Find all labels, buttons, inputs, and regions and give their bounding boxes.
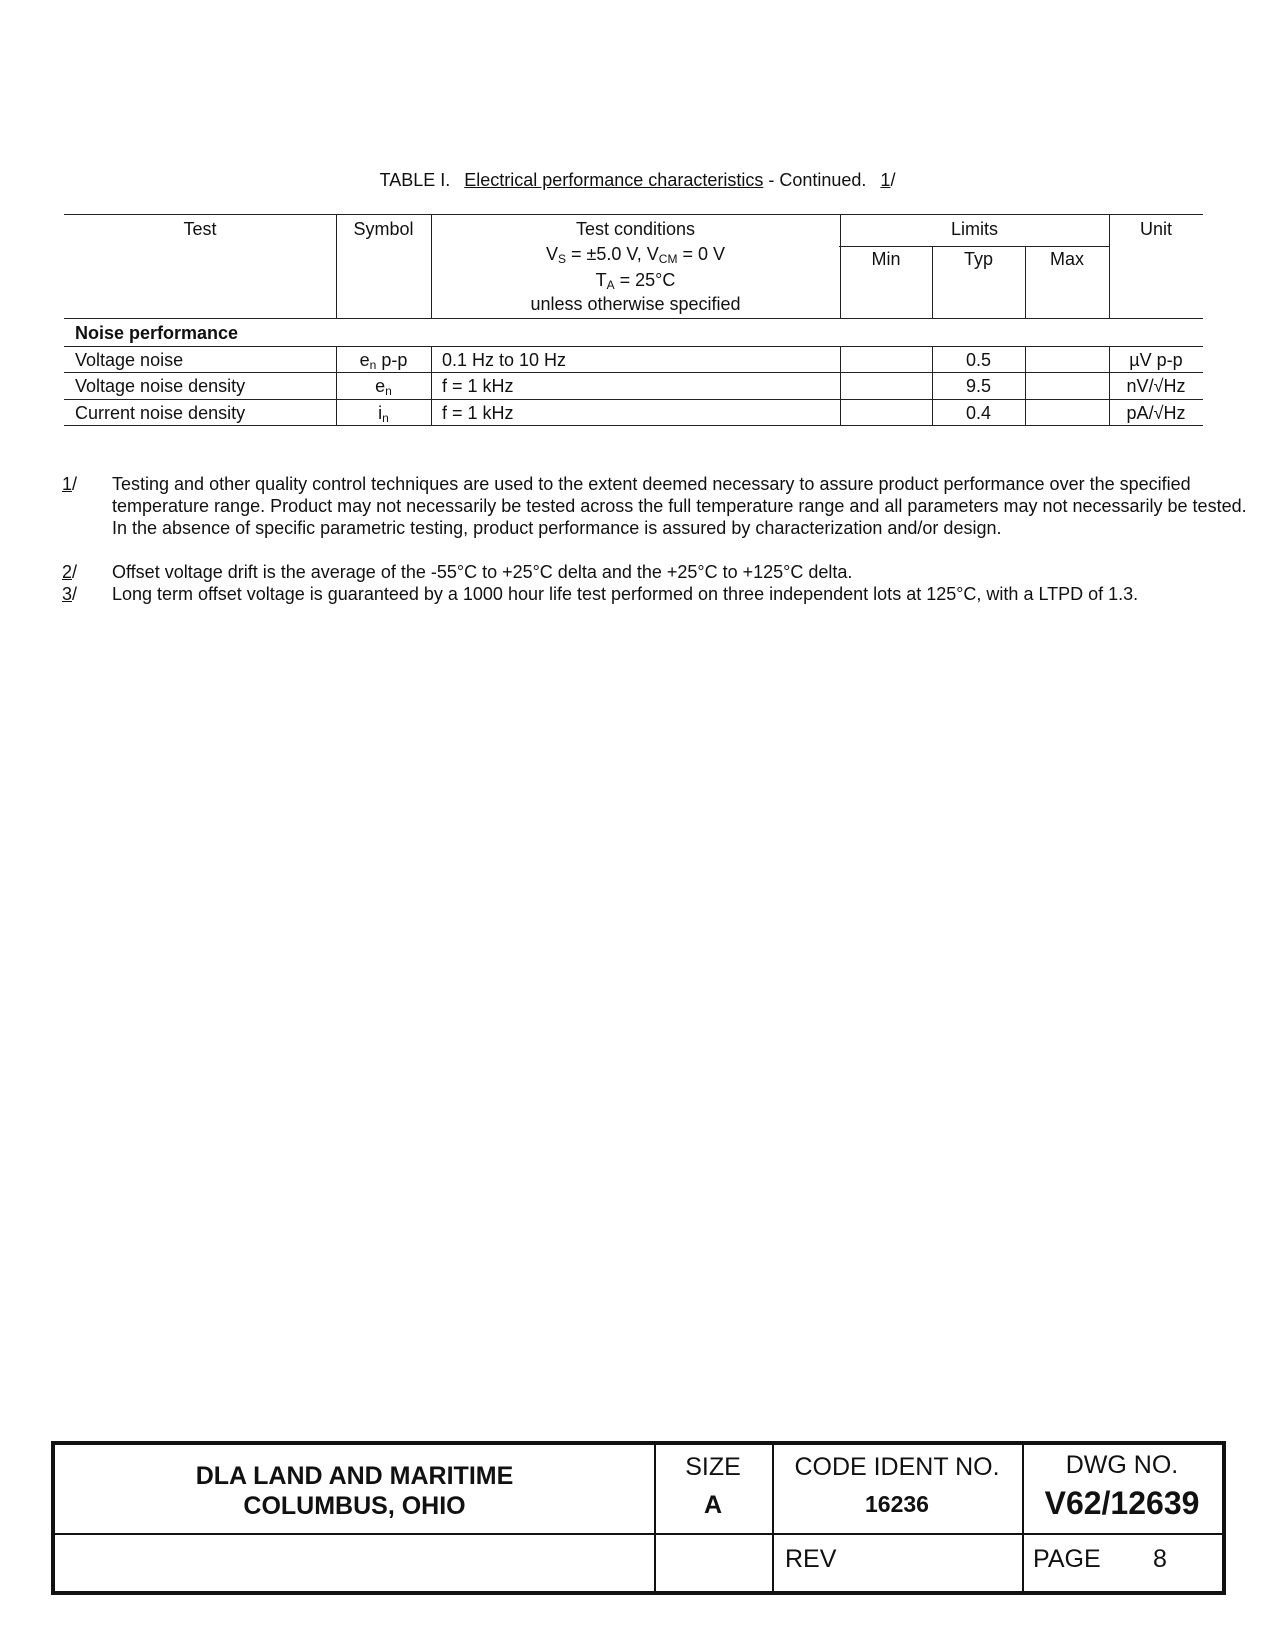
org-line-2: COLUMBUS, OHIO: [243, 1492, 466, 1520]
row-2-unit: nV/√Hz: [1126, 376, 1186, 396]
row-1-test: Voltage noise: [75, 350, 184, 370]
col-rule-max-body: [1025, 346, 1026, 425]
drawing-title-block: [51, 1441, 1226, 1595]
code-ident-value: 16236: [865, 1491, 929, 1517]
org-name: [55, 1461, 654, 1521]
header-conditions: Test conditions: [575, 219, 696, 239]
note-3-text: Long term offset voltage is guaranteed by a 1000 hour life test performed on three independent lots at 125°C, with a LTPD of 1.3.: [112, 584, 1139, 604]
caption-note-ref: 1: [880, 170, 891, 190]
row-3-test: Current noise density: [75, 403, 246, 423]
row-rule-1: [64, 372, 1203, 373]
row-3-unit: pA/√Hz: [1126, 403, 1186, 423]
rev-label: REV: [785, 1545, 837, 1573]
row-2-typ: 9.5: [965, 376, 992, 396]
row-1-typ: 0.5: [965, 350, 992, 370]
table-bottom-rule: [64, 425, 1203, 426]
header-symbol: Symbol: [353, 219, 414, 239]
caption-title: Electrical performance characteristics: [464, 170, 764, 190]
title-block-divider: [55, 1533, 1222, 1535]
row-1-symbol: $e_n$ p-p: [359, 350, 408, 372]
row-rule-2: [64, 399, 1203, 400]
row-3-conditions: f = 1 kHz: [442, 403, 514, 423]
page-label: PAGE: [1033, 1545, 1101, 1573]
header-limits: Limits: [950, 219, 998, 239]
caption-note-ref-slash: /: [890, 170, 896, 190]
col-rule-cond-body: [431, 346, 432, 425]
header-conditions-note: unless otherwise specified: [530, 294, 741, 314]
note-2-text: Offset voltage drift is the average of the -55°C to +25°C delta and the +25°C to +125°C delta.: [112, 562, 853, 582]
header-conditions-temp: $T_A = 25^\circ C$: [595, 270, 676, 292]
note-2-number: 2/: [62, 562, 78, 582]
size-value: A: [703, 1491, 723, 1519]
header-test: Test: [183, 219, 217, 239]
col-rule-min-body: [840, 346, 841, 425]
header-min: Min: [871, 249, 901, 269]
table-top-rule: [64, 214, 1203, 215]
note-1-text: Testing and other quality control techniques are used to the extent deemed necessary to assure product performance over the specified temperature range. Product may not necessarily be tested across the full temperature range and all parameters may not necessarily be tested. In the absence of specific parametric testing, product performance is assured by characterization and/or design.: [112, 474, 1247, 538]
note-3-number: 3/: [62, 584, 78, 604]
dwg-no-value: V62/12639: [1044, 1485, 1200, 1521]
size-label: SIZE: [685, 1453, 741, 1481]
electrical-characteristics-table: [64, 214, 1203, 426]
dwg-no-label: DWG NO.: [1065, 1451, 1179, 1479]
row-2-symbol: $e_n$: [375, 376, 392, 398]
limits-under-rule: [839, 246, 1109, 247]
section-noise-performance: Noise performance: [75, 323, 239, 343]
row-1-unit: µV p-p: [1129, 350, 1183, 370]
table-caption: [0, 170, 1275, 191]
note-1-number: 1/: [62, 474, 78, 494]
header-typ: Typ: [963, 249, 993, 269]
section-bottom-rule: [64, 346, 1203, 347]
caption-suffix: - Continued.: [768, 170, 867, 190]
header-bottom-rule: [64, 318, 1203, 319]
header-max: Max: [1049, 249, 1084, 269]
code-ident-label: CODE IDENT NO.: [794, 1453, 1000, 1481]
row-1-conditions: 0.1 Hz to 10 Hz: [442, 350, 567, 370]
header-unit: Unit: [1139, 219, 1172, 239]
row-3-typ: 0.4: [965, 403, 992, 423]
caption-prefix: TABLE I.: [379, 170, 451, 190]
row-2-test: Voltage noise density: [75, 376, 246, 396]
row-3-symbol: $i_n$: [378, 403, 389, 425]
row-2-conditions: f = 1 kHz: [442, 376, 514, 396]
header-conditions-supply: $V_S = \pm 5.0$ V, $V_{CM} = 0$ V: [545, 244, 725, 266]
page-number: 8: [1153, 1545, 1167, 1573]
org-line-1: DLA LAND AND MARITIME: [195, 1462, 514, 1490]
